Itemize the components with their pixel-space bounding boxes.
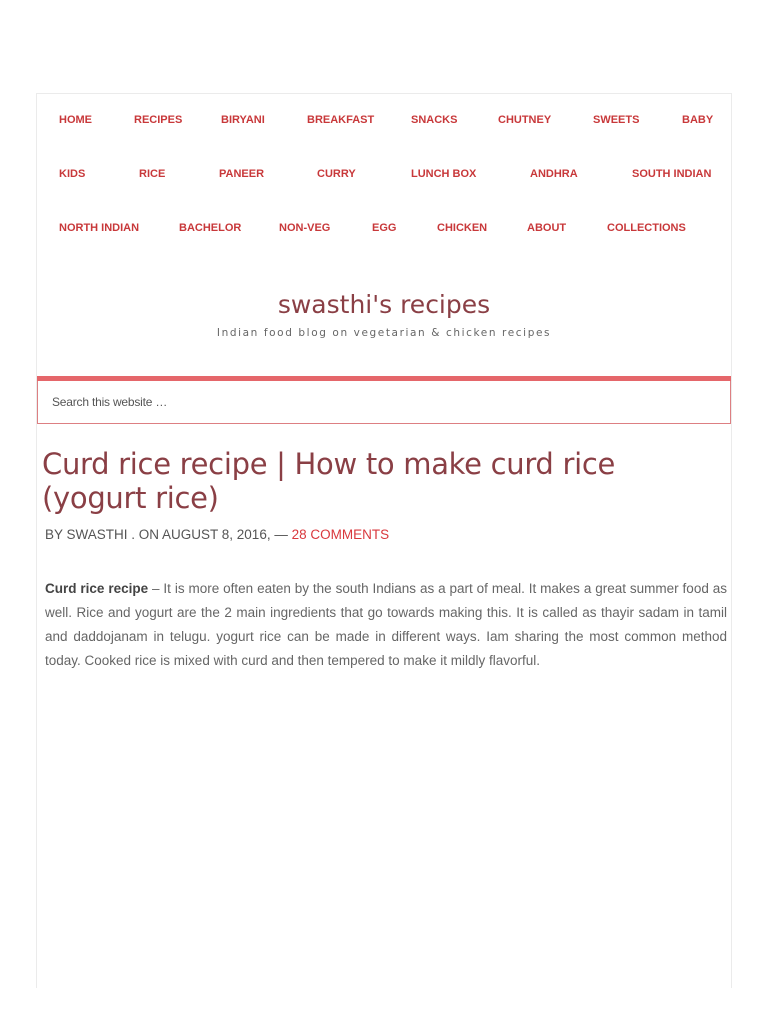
nav-collections[interactable]: COLLECTIONS	[607, 222, 686, 234]
nav-non-veg[interactable]: NON-VEG	[279, 222, 331, 234]
nav-andhra[interactable]: ANDHRA	[530, 168, 578, 180]
post-title[interactable]: Curd rice recipe | How to make curd rice (yogurt rice)	[42, 447, 616, 515]
nav-curry[interactable]: CURRY	[317, 168, 356, 180]
nav-chicken[interactable]: CHICKEN	[437, 222, 488, 234]
post-excerpt	[45, 577, 727, 673]
nav-chutney[interactable]: CHUTNEY	[498, 114, 552, 126]
nav-sweets[interactable]: SWEETS	[593, 114, 640, 126]
post-body-text: – It is more often eaten by the south Indians as a part of meal. It makes a great summer food as well. Rice and yogurt are the 2 main ingredients that go towards making this. It is called as thayir sadam in tamil and daddojanam in telugu. yogurt rice can be made in different ways. Iam sharing the most common method today. Cooked rice is mixed with curd and then tempered to make it mildly flavorful.	[45, 581, 727, 668]
byline-text: BY SWASTHI . ON AUGUST 8, 2016, —	[45, 527, 292, 542]
post-lead-bold: Curd rice recipe	[45, 581, 149, 596]
nav-south-indian[interactable]: SOUTH INDIAN	[632, 168, 712, 180]
nav-about[interactable]: ABOUT	[527, 222, 567, 234]
nav-egg[interactable]: EGG	[372, 222, 397, 234]
nav-lunch-box[interactable]: LUNCH BOX	[411, 168, 477, 180]
search-input[interactable]	[37, 381, 731, 424]
post-byline	[45, 526, 389, 544]
nav-baby[interactable]: BABY	[682, 114, 714, 126]
nav-breakfast[interactable]: BREAKFAST	[307, 114, 375, 126]
nav-biryani[interactable]: BIRYANI	[221, 114, 265, 126]
nav-recipes[interactable]: RECIPES	[134, 114, 183, 126]
comments-link[interactable]: 28 COMMENTS	[291, 527, 390, 542]
site-description: Indian food blog on vegetarian & chicken recipes	[216, 327, 552, 339]
nav-bachelor[interactable]: BACHELOR	[179, 222, 242, 234]
nav-rice[interactable]: RICE	[139, 168, 166, 180]
nav-paneer[interactable]: PANEER	[219, 168, 265, 180]
nav-snacks[interactable]: SNACKS	[411, 114, 458, 126]
site-title[interactable]: swasthi's recipes	[277, 290, 491, 319]
nav-kids[interactable]: KIDS	[59, 168, 86, 180]
nav-north-indian[interactable]: NORTH INDIAN	[59, 222, 140, 234]
nav-home[interactable]: HOME	[59, 114, 92, 126]
